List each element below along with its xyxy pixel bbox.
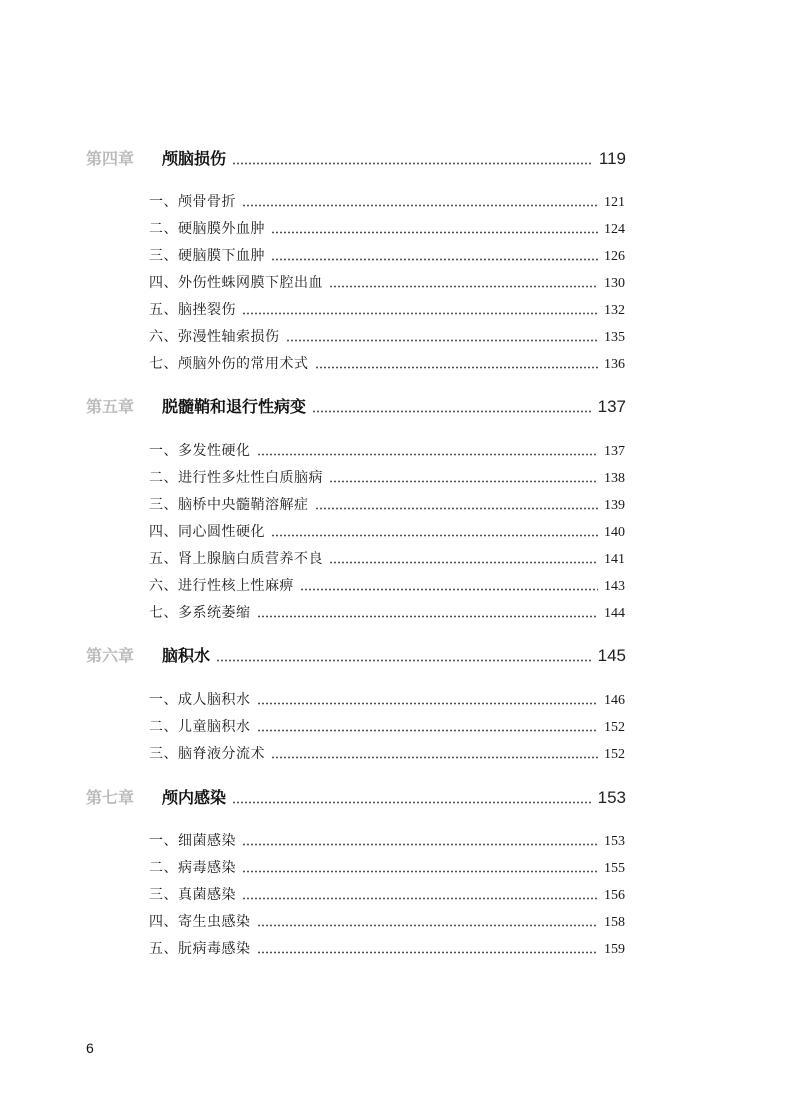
section-page-number: 124 (604, 222, 625, 237)
section-entry[interactable] (149, 884, 625, 906)
section-page-number: 152 (604, 747, 625, 762)
section-title: 四、寄生虫感染 (149, 914, 251, 930)
dot-leader (315, 366, 599, 369)
chapter-page-number: 145 (597, 646, 626, 665)
section-page-number: 144 (604, 606, 625, 621)
section-page-number: 143 (604, 579, 625, 594)
section-page-number: 132 (604, 303, 625, 318)
dot-leader (271, 258, 598, 261)
dot-leader (271, 231, 598, 234)
section-title: 五、肾上腺脑白质营养不良 (149, 551, 323, 567)
section-title: 七、多系统萎缩 (149, 605, 251, 621)
dot-leader (300, 588, 598, 591)
section-entry[interactable] (149, 299, 625, 321)
section-title: 二、进行性多灶性白质脑病 (149, 470, 323, 486)
section-page-number: 138 (604, 471, 625, 486)
dot-leader (329, 561, 598, 564)
dot-leader (232, 801, 592, 804)
section-title: 二、儿童脑积水 (149, 719, 251, 735)
section-page-number: 139 (604, 498, 625, 513)
chapter-number: 第四章 (86, 149, 135, 168)
section-entry[interactable] (149, 353, 625, 375)
section-page-number: 156 (604, 888, 625, 903)
section-page-number: 130 (604, 276, 625, 291)
section-entry[interactable] (149, 830, 625, 852)
section-entry[interactable] (149, 602, 625, 624)
dot-leader (257, 615, 599, 618)
section-entry[interactable] (149, 521, 625, 543)
section-entry[interactable] (149, 857, 625, 879)
dot-leader (312, 410, 592, 413)
dot-leader (257, 924, 599, 927)
dot-leader (329, 480, 598, 483)
section-title: 六、弥漫性轴索损伤 (149, 329, 280, 345)
chapter-title: 颅脑损伤 (162, 149, 227, 168)
chapter-title: 脑积水 (162, 646, 211, 665)
dot-leader (257, 729, 599, 732)
dot-leader (286, 339, 599, 342)
section-title: 二、病毒感染 (149, 860, 236, 876)
chapter-title: 脱髓鞘和退行性病变 (162, 397, 307, 416)
dot-leader (242, 204, 598, 207)
section-title: 一、成人脑积水 (149, 692, 251, 708)
section-entry[interactable] (149, 743, 625, 765)
page-number: 6 (86, 1040, 94, 1056)
section-entry[interactable] (149, 272, 625, 294)
section-title: 三、脑桥中央髓鞘溶解症 (149, 497, 309, 513)
dot-leader (329, 285, 598, 288)
section-entry[interactable] (149, 245, 625, 267)
dot-leader (271, 534, 598, 537)
section-entry[interactable] (149, 689, 625, 711)
dot-leader (271, 756, 598, 759)
section-title: 三、真菌感染 (149, 887, 236, 903)
section-entry[interactable] (149, 911, 625, 933)
dot-leader (216, 659, 592, 662)
section-title: 五、朊病毒感染 (149, 941, 251, 957)
section-title: 三、脑脊液分流术 (149, 746, 265, 762)
section-title: 五、脑挫裂伤 (149, 302, 236, 318)
section-entry[interactable] (149, 218, 625, 240)
chapter-entry[interactable] (86, 785, 626, 813)
chapter-number: 第五章 (86, 397, 135, 416)
section-title: 一、多发性硬化 (149, 443, 251, 459)
chapter-entry[interactable] (86, 394, 626, 422)
dot-leader (242, 312, 598, 315)
dot-leader (242, 897, 598, 900)
section-title: 七、颅脑外伤的常用术式 (149, 356, 309, 372)
dot-leader (232, 162, 593, 165)
section-title: 三、硬脑膜下血肿 (149, 248, 265, 264)
section-page-number: 158 (604, 915, 625, 930)
section-title: 四、同心圆性硬化 (149, 524, 265, 540)
dot-leader (257, 951, 599, 954)
dot-leader (257, 453, 599, 456)
chapter-number: 第六章 (86, 646, 135, 665)
section-page-number: 159 (604, 942, 625, 957)
section-entry[interactable] (149, 716, 625, 738)
section-title: 四、外伤性蛛网膜下腔出血 (149, 275, 323, 291)
dot-leader (242, 843, 598, 846)
section-page-number: 137 (604, 444, 625, 459)
section-page-number: 135 (604, 330, 625, 345)
chapter-page-number: 153 (597, 788, 626, 807)
chapter-entry[interactable] (86, 146, 626, 174)
section-page-number: 126 (604, 249, 625, 264)
section-entry[interactable] (149, 467, 625, 489)
section-page-number: 141 (604, 552, 625, 567)
dot-leader (315, 507, 599, 510)
section-entry[interactable] (149, 191, 625, 213)
chapter-page-number: 137 (597, 397, 626, 416)
chapter-title: 颅内感染 (162, 788, 227, 807)
section-title: 一、细菌感染 (149, 833, 236, 849)
chapter-entry[interactable] (86, 643, 626, 671)
section-title: 一、颅骨骨折 (149, 194, 236, 210)
section-page-number: 140 (604, 525, 625, 540)
section-page-number: 146 (604, 693, 625, 708)
section-page-number: 155 (604, 861, 625, 876)
section-title: 二、硬脑膜外血肿 (149, 221, 265, 237)
section-title: 六、进行性核上性麻痹 (149, 578, 294, 594)
dot-leader (257, 702, 599, 705)
dot-leader (242, 870, 598, 873)
section-page-number: 153 (604, 834, 625, 849)
chapter-page-number: 119 (598, 149, 626, 168)
section-entry[interactable] (149, 440, 625, 462)
section-entry[interactable] (149, 575, 625, 597)
chapter-number: 第七章 (86, 788, 135, 807)
section-entry[interactable] (149, 326, 625, 348)
section-page-number: 136 (604, 357, 625, 372)
section-entry[interactable] (149, 938, 625, 960)
section-page-number: 152 (604, 720, 625, 735)
section-entry[interactable] (149, 548, 625, 570)
section-page-number: 121 (604, 195, 625, 210)
section-entry[interactable] (149, 494, 625, 516)
